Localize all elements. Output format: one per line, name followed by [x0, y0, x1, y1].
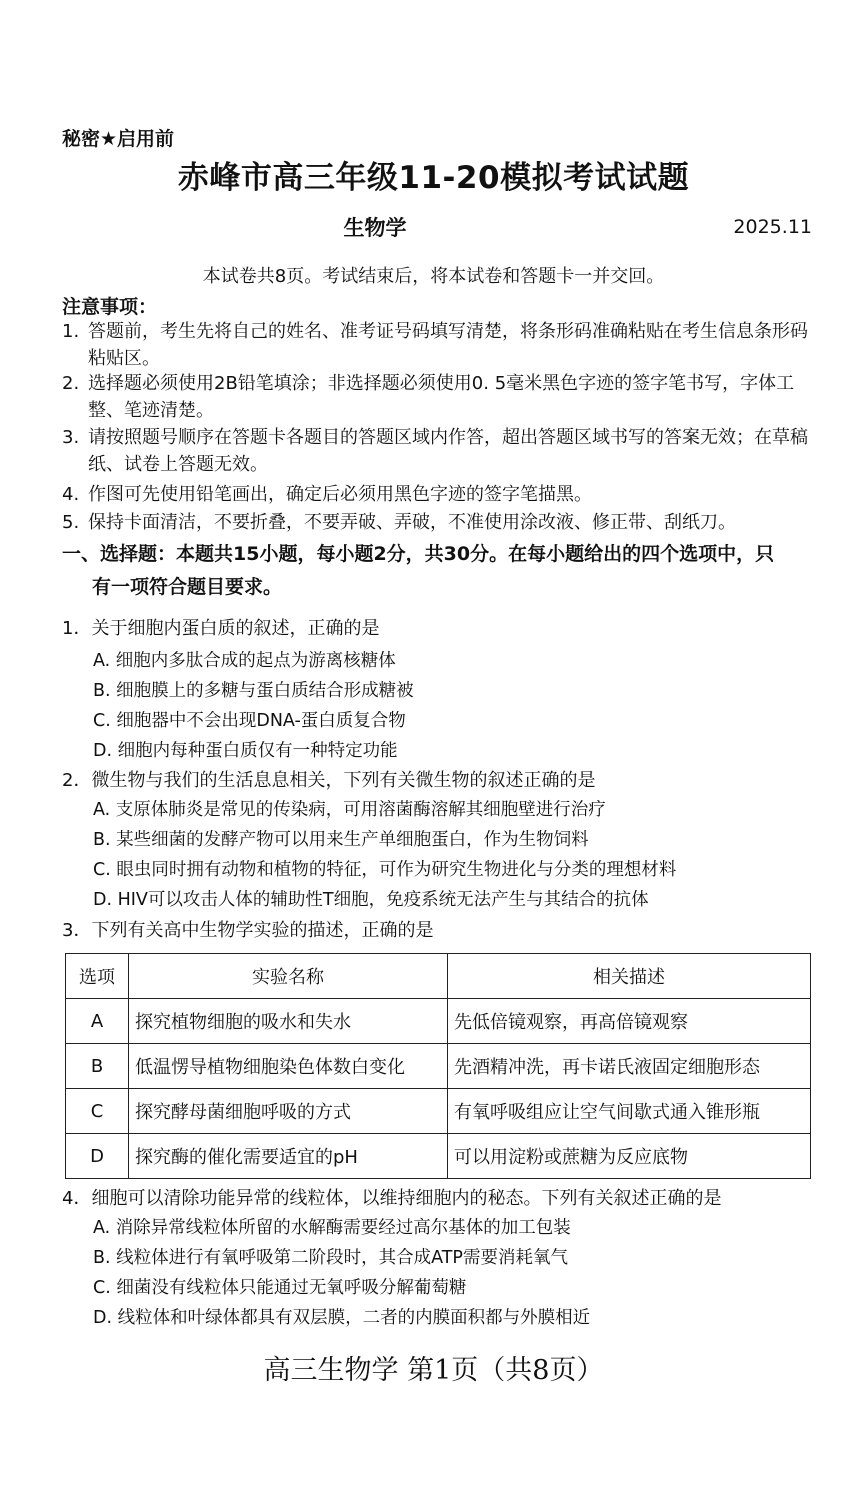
question-4-option-b: B. 线粒体进行有氧呼吸第二阶段时，其合成ATP需要消耗氧气 — [93, 1248, 568, 1268]
question-1-option-c: C. 细胞器中不会出现DNA-蛋白质复合物 — [93, 711, 406, 731]
notices-heading: 注意事项： — [62, 296, 158, 318]
question-1-option-d: D. 细胞内每种蛋白质仅有一种特定功能 — [93, 741, 398, 761]
notice-number: 4. — [62, 484, 80, 505]
question-3-stem: 3．下列有关高中生物学实验的描述，正确的是 — [62, 920, 434, 941]
table-cell: 探究酶的催化需要适宜的pH — [129, 1134, 448, 1179]
section-heading — [62, 538, 822, 604]
exam-date: 2025.11 — [733, 216, 812, 238]
table-cell: 可以用淀粉或蔗糖为反应底物 — [448, 1134, 811, 1179]
notice-item — [62, 370, 822, 424]
table-header-row — [66, 954, 811, 999]
table-header-cell: 实验名称 — [129, 954, 448, 999]
table-cell: C — [66, 1089, 129, 1134]
question-1-option-a: A. 细胞内多肽合成的起点为游离核糖体 — [93, 651, 396, 671]
table-cell: B — [66, 1044, 129, 1089]
notice-number: 2. — [62, 373, 80, 394]
notice-number: 3. — [62, 427, 80, 448]
table-cell: 先低倍镜观察，再高倍镜观察 — [448, 999, 811, 1044]
notice-text: 保持卡面清洁，不要折叠，不要弄破、弄破，不准使用涂改液、修正带、刮纸刀。 — [88, 512, 736, 533]
section-heading-line2: 有一项符合题目要求。 — [92, 576, 283, 598]
question-4-option-d: D. 线粒体和叶绿体都具有双层膜，二者的内膜面积都与外膜相近 — [93, 1308, 591, 1328]
question-2-option-c: C. 眼虫同时拥有动物和植物的特征，可作为研究生物进化与分类的理想材料 — [93, 860, 677, 880]
notice-item — [62, 509, 822, 536]
experiment-table — [65, 953, 811, 1179]
table-header-cell: 相关描述 — [448, 954, 811, 999]
notice-item — [62, 481, 822, 508]
table-row — [66, 1089, 811, 1134]
table-cell: 有氧呼吸组应让空气间歇式通入锥形瓶 — [448, 1089, 811, 1134]
table-row — [66, 1044, 811, 1089]
table-cell: 探究酵母菌细胞呼吸的方式 — [129, 1089, 448, 1134]
question-4-option-a: A. 消除异常线粒体所留的水解酶需要经过高尔基体的加工包装 — [93, 1218, 571, 1238]
confidential-label: 秘密★启用前 — [62, 128, 175, 150]
question-2-option-b: B. 某些细菌的发酵产物可以用来生产单细胞蛋白，作为生物饲料 — [93, 830, 589, 850]
table-header-cell: 选项 — [66, 954, 129, 999]
subject-name: 生物学 — [343, 216, 407, 240]
section-heading-line1: 一、选择题：本题共15小题，每小题2分，共30分。在每小题给出的四个选项中，只 — [62, 543, 775, 565]
question-1-stem: 1．关于细胞内蛋白质的叙述，正确的是 — [62, 618, 380, 639]
notice-item — [62, 424, 822, 478]
table-row — [66, 1134, 811, 1179]
notice-number: 1. — [62, 321, 80, 342]
notice-text: 答题前，考生先将自己的姓名、准考证号码填写清楚，将条形码准确粘贴在考生信息条形码粘贴区。 — [88, 321, 808, 369]
exam-title: 赤峰市高三年级11-20模拟考试试题 — [177, 160, 690, 196]
question-2-option-d: D. HIV可以攻击人体的辅助性T细胞，免疫系统无法产生与其结合的抗体 — [93, 890, 649, 910]
notice-item — [62, 318, 822, 372]
question-1-option-b: B. 细胞膜上的多糖与蛋白质结合形成糖被 — [93, 681, 414, 701]
question-4-option-c: C. 细菌没有线粒体只能通过无氧呼吸分解葡萄糖 — [93, 1278, 467, 1298]
question-2-option-a: A. 支原体肺炎是常见的传染病，可用溶菌酶溶解其细胞壁进行治疗 — [93, 800, 606, 820]
question-4-stem: 4．细胞可以清除功能异常的线粒体，以维持细胞内的秘态。下列有关叙述正确的是 — [62, 1188, 722, 1209]
notice-text: 作图可先使用铅笔画出，确定后必须用黑色字迹的签字笔描黑。 — [88, 484, 592, 505]
question-2-stem: 2．微生物与我们的生活息息相关，下列有关微生物的叙述正确的是 — [62, 770, 596, 791]
page-footer: 高三生物学 第1页（共8页） — [263, 1355, 604, 1386]
notice-number: 5. — [62, 512, 80, 533]
notice-text: 请按照题号顺序在答题卡各题目的答题区域内作答，超出答题区域书写的答案无效；在草稿纸、试卷上答题无效。 — [88, 427, 808, 475]
table-cell: 先酒精冲洗，再卡诺氏液固定细胞形态 — [448, 1044, 811, 1089]
table-cell: 低温愣导植物细胞染色体数白变化 — [129, 1044, 448, 1089]
table-row — [66, 999, 811, 1044]
table-cell: A — [66, 999, 129, 1044]
table-cell: 探究植物细胞的吸水和失水 — [129, 999, 448, 1044]
notice-text: 选择题必须使用2B铅笔填涂；非选择题必须使用0. 5毫米黑色字迹的签字笔书写，字体工整、笔迹清楚。 — [88, 373, 795, 421]
intro-text: 本试卷共8页。考试结束后，将本试卷和答题卡一并交回。 — [202, 266, 665, 287]
table-cell: D — [66, 1134, 129, 1179]
